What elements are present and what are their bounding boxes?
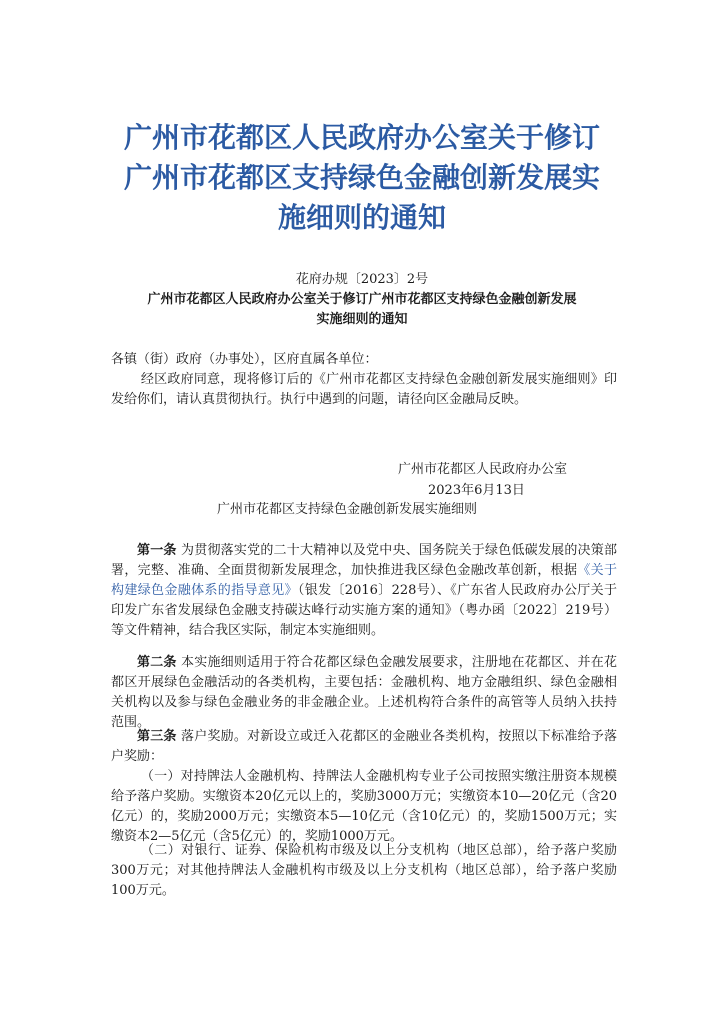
subtitle-line-1: 广州市花都区人民政府办公室关于修订广州市花都区支持绿色金融创新发展 [147, 292, 577, 307]
title-line-3: 施细则的通知 [277, 201, 446, 234]
subtitle-line-2: 实施细则的通知 [316, 312, 408, 327]
title-line-2: 广州市花都区支持绿色金融创新发展实 [123, 161, 600, 194]
article-1-text-after-link: （银发〔2016〕228号）、《广东省人民政府办公厅关于印发广东省发展绿色金融支持碳达峰行动实施方案的通知》（粤办函〔2022〕219号）等文件精神，结合我区实际，制定本实施细则。 [111, 583, 617, 638]
article-1-text-before-link: 为贯彻落实党的二十大精神以及党中央、国务院关于绿色低碳发展的决策部署，完整、准确、全面贯彻新发展理念，加快推进我区绿色金融改革创新，根据 [111, 543, 617, 578]
article-2 [111, 653, 617, 733]
article-1 [111, 541, 617, 641]
title-line-1: 广州市花都区人民政府办公室关于修订 [123, 121, 600, 154]
rules-title: 广州市花都区支持绿色金融创新发展实施细则 [217, 502, 478, 517]
article-3-label: 第三条 [137, 729, 177, 744]
issuer: 广州市花都区人民政府办公室 [398, 462, 568, 477]
article-2-text: 本实施细则适用于符合花都区绿色金融发展要求，注册地在花都区、并在花都区开展绿色金融活动的各类机构，主要包括：金融机构、地方金融组织、绿色金融相关机构以及参与绿色金融业务的非金融企业。上述机构符合条件的高管等人员纳入扶持范围。 [111, 655, 617, 730]
article-1-label: 第一条 [137, 543, 177, 558]
article-3 [111, 727, 617, 767]
notice-body: 经区政府同意，现将修订后的《广州市花都区支持绿色金融创新发展实施细则》印发给你们，请认真贯彻执行。执行中遇到的问题，请径向区金融局反映。 [111, 372, 617, 407]
document-subtitle [100, 290, 624, 330]
policy-reference-link[interactable]: 《关于构建绿色金融体系的指导意见》 [111, 563, 617, 598]
article-3-item-1: （一）对持牌法人金融机构、持牌法人金融机构专业子公司按照实缴注册资本规模给予落户奖励。实缴资本20亿元以上的，奖励3000万元；实缴资本10—20亿元（含20亿元）的，奖励2000万元；实缴资本5—10亿元（含10亿元）的，奖励1500万元；实缴资本2—5亿元（含5亿元）的，奖励1000万元。 [111, 769, 617, 844]
document-title [90, 118, 634, 238]
article-3-text: 落户奖励。对新设立或迁入花都区的金融业各类机构，按照以下标准给予落户奖励： [111, 729, 617, 764]
article-3-item-2: （二）对银行、证券、保险机构市级及以上分支机构（地区总部），给予落户奖励300万元；对其他持牌法人金融机构市级及以上分支机构（地区总部），给予落户奖励100万元。 [111, 843, 617, 898]
issue-date: 2023年6月13日 [428, 483, 525, 498]
article-2-label: 第二条 [137, 655, 177, 670]
salutation: 各镇（街）政府（办事处），区府直属各单位： [111, 352, 378, 367]
document-number: 花府办规〔2023〕2号 [295, 272, 429, 287]
